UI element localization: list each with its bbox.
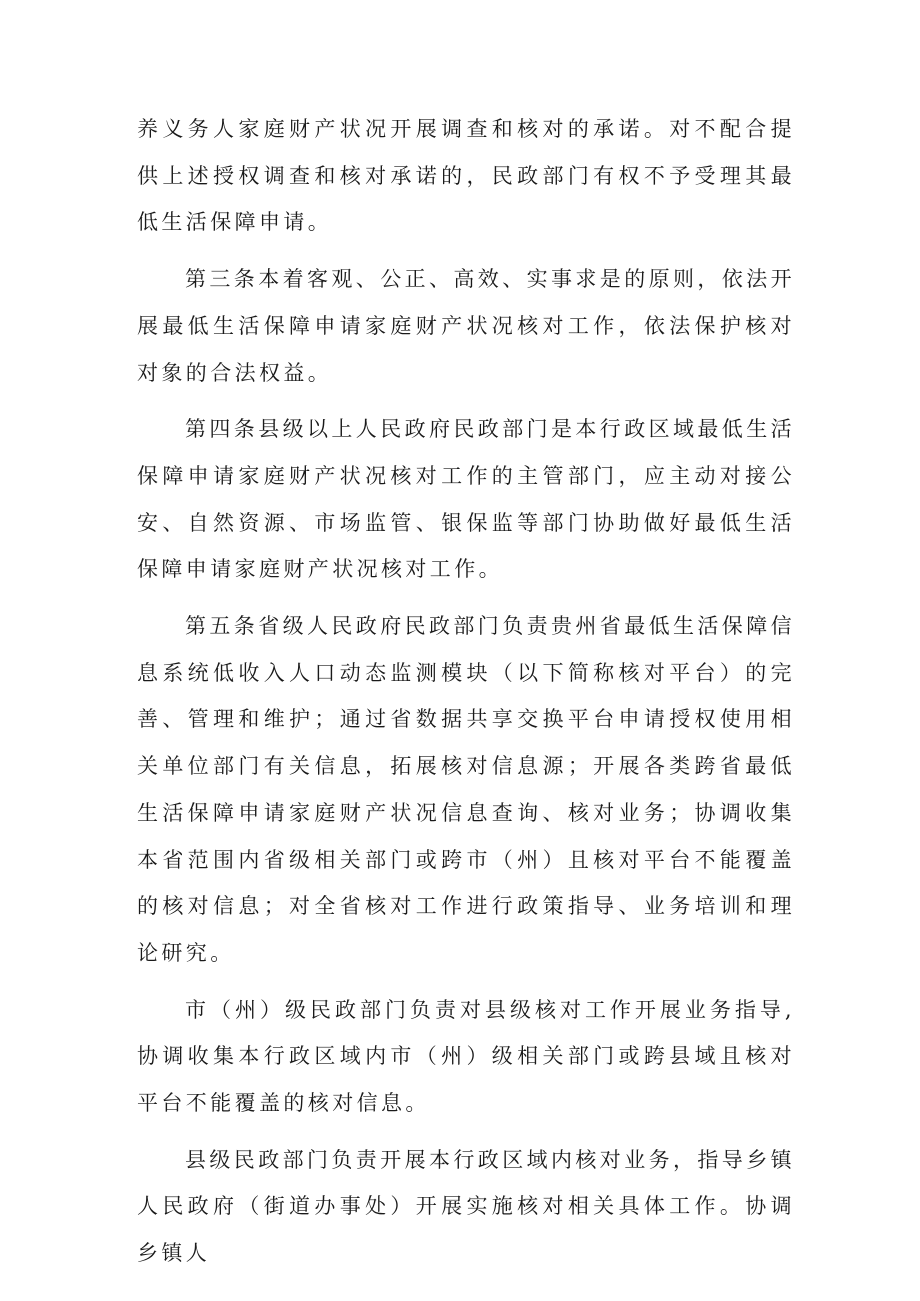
paragraph-county-level: 县级民政部门负责开展本行政区域内核对业务，指导乡镇人民政府（街道办事处）开展实施核对相关具体工作。协调乡镇人	[137, 1147, 795, 1266]
paragraph-article-5: 第五条省级人民政府民政部门负责贵州省最低生活保障信息系统低收入人口动态监测模块（以下简称核对平台）的完善、管理和维护；通过省数据共享交换平台申请授权使用相关单位部门有关信息，拓展核对信息源；开展各类跨省最低生活保障申请家庭财产状况信息查询、核对业务；协调收集本省范围内省级相关部门或跨市（州）且核对平台不能覆盖的核对信息；对全省核对工作进行政策指导、业务培训和理论研究。	[137, 614, 795, 965]
paragraph-article-3: 第三条本着客观、公正、高效、实事求是的原则，依法开展最低生活保障申请家庭财产状况核对工作，依法保护核对对象的合法权益。	[137, 267, 795, 385]
document-body	[137, 106, 795, 1277]
paragraph-continuation: 养义务人家庭财产状况开展调查和核对的承诺。对不配合提供上述授权调查和核对承诺的，民政部门有权不予受理其最低生活保障申请。	[137, 117, 795, 235]
paragraph-article-4: 第四条县级以上人民政府民政部门是本行政区域最低生活保障申请家庭财产状况核对工作的主管部门，应主动对接公安、自然资源、市场监管、银保监等部门协助做好最低生活保障申请家庭财产状况核对工作。	[137, 417, 795, 582]
paragraph-city-level: 市（州）级民政部门负责对县级核对工作开展业务指导,协调收集本行政区域内市（州）级相关部门或跨县域且核对平台不能覆盖的核对信息。	[137, 997, 795, 1116]
